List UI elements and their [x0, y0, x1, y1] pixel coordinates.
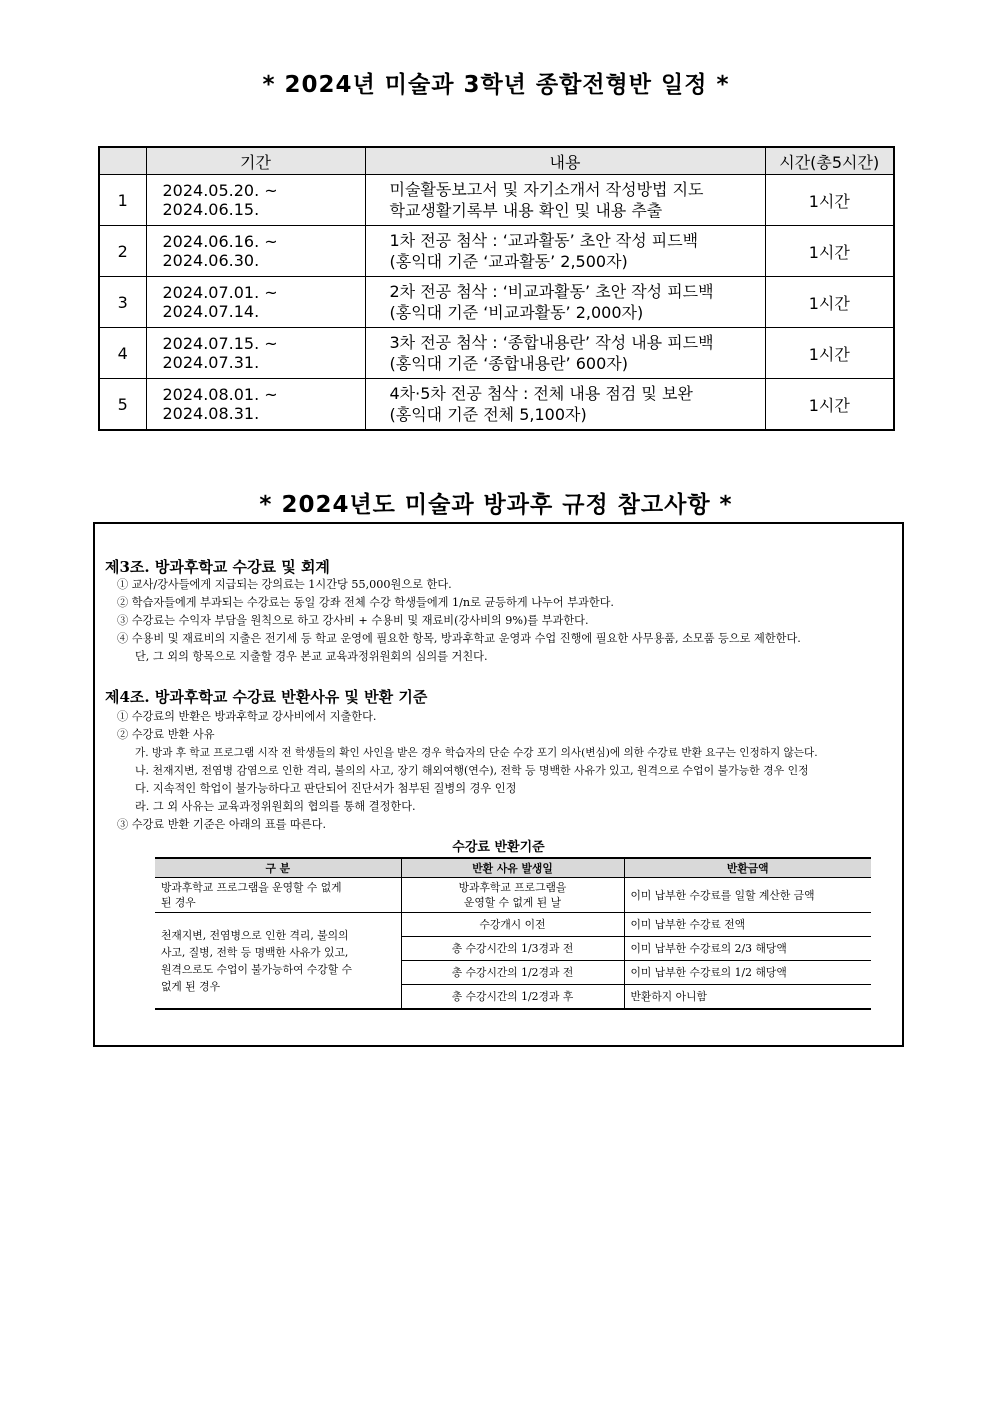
row-hours: 1시간	[765, 175, 894, 226]
row-hours: 1시간	[765, 226, 894, 277]
schedule-header-row	[99, 147, 894, 175]
content-line: (홍익대 기준 ‘비교과활동’ 2,000자)	[389, 303, 644, 322]
table-row	[99, 328, 894, 379]
row-no: 5	[99, 379, 146, 431]
article-3-line: 단, 그 외의 항목으로 지출할 경우 본교 교육과정위원회의 심의를 거친다.	[135, 650, 488, 663]
refund-date: 총 수강시간의 1/2경과 후	[401, 985, 624, 1010]
refund-amount: 이미 납부한 수강료의 2/3 해당액	[624, 937, 871, 961]
row-period: 2024.06.16. ~ 2024.06.30.	[146, 226, 365, 277]
refund-amount: 이미 납부한 수강료 전액	[624, 913, 871, 937]
table-row	[155, 878, 871, 913]
refund-date	[401, 878, 624, 913]
row-period: 2024.07.01. ~ 2024.07.14.	[146, 277, 365, 328]
case-line: 된 경우	[161, 896, 196, 909]
row-content	[365, 328, 765, 379]
content-line: (홍익대 기준 전체 5,100자)	[389, 405, 587, 424]
header-hours: 시간(총5시간)	[765, 147, 894, 175]
content-line: 학교생활기록부 내용 확인 및 내용 추출	[389, 201, 663, 220]
row-hours: 1시간	[765, 328, 894, 379]
row-no: 4	[99, 328, 146, 379]
table-row	[99, 226, 894, 277]
article-4-line: ② 수강료 반환 사유	[117, 728, 215, 741]
rules-box	[93, 522, 904, 1047]
refund-header-row	[155, 858, 871, 878]
row-content	[365, 226, 765, 277]
row-period: 2024.05.20. ~ 2024.06.15.	[146, 175, 365, 226]
row-period: 2024.07.15. ~ 2024.07.31.	[146, 328, 365, 379]
row-no: 1	[99, 175, 146, 226]
row-no: 2	[99, 226, 146, 277]
row-content	[365, 379, 765, 431]
refund-caption: 수강료 반환기준	[452, 840, 545, 855]
table-row	[99, 379, 894, 431]
row-period: 2024.08.01. ~ 2024.08.31.	[146, 379, 365, 431]
schedule-table	[98, 146, 895, 431]
article-4-line: ① 수강료의 반환은 방과후학교 강사비에서 지출한다.	[117, 710, 377, 723]
article-4-line: 다. 지속적인 학업이 불가능하다고 판단되어 진단서가 첨부된 질병의 경우 인정	[135, 782, 517, 795]
article-4-line: 나. 천재지변, 전염병 감염으로 인한 격리, 불의의 사고, 장기 해외여행(연수), 전학 등 명백한 사유가 있고, 원격으로 수업이 불가능한 경우 인정	[135, 764, 809, 777]
refund-header-date: 반환 사유 발생일	[401, 858, 624, 878]
table-row	[99, 175, 894, 226]
refund-amount: 반환하지 아니함	[624, 985, 871, 1010]
row-content	[365, 277, 765, 328]
row-hours: 1시간	[765, 277, 894, 328]
article-3-line: ① 교사/강사들에게 지급되는 강의료는 1시간당 55,000원으로 한다.	[117, 578, 452, 591]
refund-header-amount: 반환금액	[624, 858, 871, 878]
article-3-line: ② 학습자들에게 부과되는 수강료는 동일 강좌 전체 수강 학생들에게 1/n로 균등하게 나누어 부과한다.	[117, 596, 614, 609]
refund-amount: 이미 납부한 수강료의 1/2 해당액	[624, 961, 871, 985]
row-content	[365, 175, 765, 226]
article-3-line: ③ 수강료는 수익자 부담을 원칙으로 하고 강사비 + 수용비 및 재료비(강사비의 9%)를 부과한다.	[117, 614, 589, 627]
case-line: 없게 된 경우	[161, 979, 221, 993]
article-3-title: 제3조. 방과후학교 수강료 및 회계	[105, 558, 330, 576]
article-4-line: ③ 수강료 반환 기준은 아래의 표를 따른다.	[117, 818, 326, 831]
content-line: 2차 전공 첨삭 : ‘비교과활동’ 초안 작성 피드백	[389, 282, 714, 301]
date-line: 운영할 수 없게 된 날	[463, 896, 562, 909]
refund-date: 총 수강시간의 1/2경과 전	[401, 961, 624, 985]
article-4-line: 라. 그 외 사유는 교육과정위원회의 협의를 통해 결정한다.	[135, 800, 416, 813]
content-line: 3차 전공 첨삭 : ‘종합내용란’ 작성 내용 피드백	[389, 333, 714, 352]
content-line: 4차·5차 전공 첨삭 : 전체 내용 점검 및 보완	[389, 384, 693, 403]
article-4-title: 제4조. 방과후학교 수강료 반환사유 및 반환 기준	[105, 688, 428, 706]
row-no: 3	[99, 277, 146, 328]
case-line: 사고, 질병, 전학 등 명백한 사유가 있고,	[161, 945, 349, 959]
refund-date: 총 수강시간의 1/3경과 전	[401, 937, 624, 961]
refund-header-case: 구 분	[155, 858, 401, 878]
header-period: 기간	[146, 147, 365, 175]
date-line: 방과후학교 프로그램을	[458, 881, 567, 894]
content-line: (홍익대 기준 ‘종합내용란’ 600자)	[389, 354, 628, 373]
case-line: 원격으로도 수업이 불가능하여 수강할 수	[161, 962, 353, 976]
content-line: (홍익대 기준 ‘교과활동’ 2,500자)	[389, 252, 628, 271]
refund-case	[155, 878, 401, 913]
refund-amount: 이미 납부한 수강료를 일할 계산한 금액	[624, 878, 871, 913]
content-line: 미술활동보고서 및 자기소개서 작성방법 지도	[389, 180, 704, 199]
case-line: 천재지변, 전염병으로 인한 격리, 불의의	[161, 928, 349, 942]
content-line: 1차 전공 첨삭 : ‘교과활동’ 초안 작성 피드백	[389, 231, 699, 250]
schedule-title: * 2024년 미술과 3학년 종합전형반 일정 *	[262, 72, 730, 98]
header-no	[99, 147, 146, 175]
row-hours: 1시간	[765, 379, 894, 431]
article-4-line: 가. 방과 후 학교 프로그램 시작 전 학생들의 확인 사인을 받은 경우 학습자의 단순 수강 포기 의사(변심)에 의한 수강료 반환 요구는 인정하지 않는다.	[135, 747, 818, 759]
rules-title: * 2024년도 미술과 방과후 규정 참고사항 *	[259, 492, 733, 518]
refund-date: 수강개시 이전	[401, 913, 624, 937]
header-content: 내용	[365, 147, 765, 175]
table-row	[99, 277, 894, 328]
table-row	[155, 913, 871, 937]
article-3-line: ④ 수용비 및 재료비의 지출은 전기세 등 학교 운영에 필요한 항목, 방과후학교 운영과 수업 진행에 필요한 사무용품, 소모품 등으로 제한한다.	[117, 632, 801, 645]
refund-case	[155, 913, 401, 1010]
refund-table	[155, 857, 871, 1010]
case-line: 방과후학교 프로그램을 운영할 수 없게	[161, 881, 342, 894]
